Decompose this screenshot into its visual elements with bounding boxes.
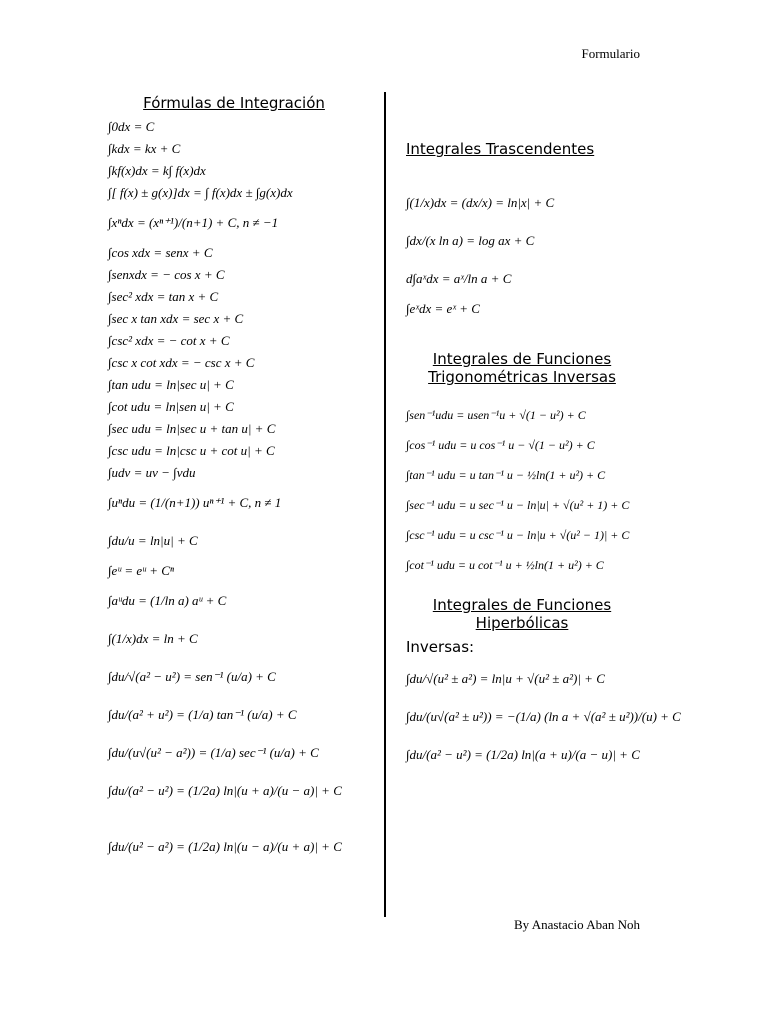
formula: ∫csc⁻¹ udu = u csc⁻¹ u − ln|u + √(u² − 1)| + C — [406, 528, 630, 542]
formula: ∫csc udu = ln|csc u + cot u| + C — [108, 443, 275, 458]
formula: ∫kdx = kx + C — [108, 141, 181, 156]
trig-inverse-section — [406, 350, 706, 580]
formula: ∫du/(a² − u²) = (1/2a) ln|(a + u)/(a − u)| + C — [406, 747, 640, 762]
formula: ∫sec x tan xdx = sec x + C — [108, 311, 244, 326]
formula: ∫sec udu = ln|sec u + tan u| + C — [108, 421, 276, 436]
formula: ∫cos xdx = senx + C — [108, 245, 213, 260]
formula: ∫du/(u√(a² ± u²)) = −(1/a) (ln a + √(a² ± u²))/(u) + C — [406, 709, 681, 724]
formula: ∫csc x cot xdx = − csc x + C — [108, 355, 255, 370]
formula: ∫kf(x)dx = k∫ f(x)dx — [108, 163, 206, 178]
trig-title-line2: Trigonométricas Inversas — [428, 368, 616, 386]
formula: ∫tan udu = ln|sec u| + C — [108, 377, 234, 392]
formula: ∫(1/x)dx = (dx/x) = ln|x| + C — [406, 195, 555, 210]
formula: ∫cot⁻¹ udu = u cot⁻¹ u + ½ln(1 + u²) + C — [406, 558, 604, 572]
formula: ∫udv = uv − ∫vdu — [108, 465, 196, 480]
formula: ∫du/√(u² ± a²) = ln|u + √(u² ± a²)| + C — [406, 671, 605, 686]
formula: ∫sec⁻¹ udu = u sec⁻¹ u − ln|u| + √(u² + 1) + C — [406, 498, 630, 512]
integration-formula-list — [108, 116, 378, 866]
formula: ∫eᵘ = eᵘ + Cⁿ — [108, 563, 175, 578]
hyperbolic-section — [406, 596, 706, 774]
formula: ∫du/u = ln|u| + C — [108, 533, 198, 548]
formula: ∫du/(a² + u²) = (1/a) tan⁻¹ (u/a) + C — [108, 707, 297, 722]
formula: ∫senxdx = − cos x + C — [108, 267, 225, 282]
hyp-title-line1: Integrales de Funciones — [432, 596, 612, 614]
formula: ∫uⁿdu = (1/(n+1)) uⁿ⁺¹ + C, n ≠ 1 — [108, 495, 282, 510]
formula: ∫tan⁻¹ udu = u tan⁻¹ u − ½ln(1 + u²) + C — [406, 468, 606, 482]
right-column — [406, 140, 706, 774]
formula: ∫0dx = C — [108, 119, 155, 134]
formula: d∫aˣdx = aˣ/ln a + C — [406, 271, 512, 286]
formula: ∫aᵘdu = (1/ln a) aᵘ + C — [108, 593, 227, 608]
formula: ∫du/(u√(u² − a²)) = (1/a) sec⁻¹ (u/a) + C — [108, 745, 319, 760]
formula: ∫du/(u² − a²) = (1/2a) ln|(u − a)/(u + a)| + C — [108, 839, 342, 854]
left-column — [108, 94, 378, 866]
inversas-label: Inversas: — [406, 638, 475, 656]
trig-title-line1: Integrales de Funciones — [432, 350, 612, 368]
hyp-title-line2: Hiperbólicas — [475, 614, 569, 632]
formula: ∫(1/x)dx = ln + C — [108, 631, 198, 646]
page-header: Formulario — [581, 46, 640, 61]
formula: ∫dx/(x ln a) = log ax + C — [406, 233, 535, 248]
formula: ∫cot udu = ln|sen u| + C — [108, 399, 234, 414]
integration-formulas-title: Fórmulas de Integración — [143, 94, 325, 112]
formula: ∫du/√(a² − u²) = sen⁻¹ (u/a) + C — [108, 669, 276, 684]
formula: ∫[ f(x) ± g(x)]dx = ∫ f(x)dx ± ∫g(x)dx — [108, 185, 293, 200]
formula: ∫sec² xdx = tan x + C — [108, 289, 219, 304]
hyperbolic-list — [406, 660, 706, 774]
trig-inverse-list — [406, 400, 706, 580]
formula: ∫xⁿdx = (xⁿ⁺¹)/(n+1) + C, n ≠ −1 — [108, 215, 279, 230]
column-divider — [384, 92, 386, 917]
trascendentes-list — [406, 184, 706, 320]
formula: ∫eˣdx = eˣ + C — [406, 301, 480, 316]
formula: ∫sen⁻¹udu = usen⁻¹u + √(1 − u²) + C — [406, 408, 586, 422]
author-credit: By Anastacio Aban Noh — [513, 917, 640, 932]
formula: ∫du/(a² − u²) = (1/2a) ln|(u + a)/(u − a)| + C — [108, 783, 342, 798]
trascendentes-title: Integrales Trascendentes — [406, 140, 595, 158]
formula: ∫cos⁻¹ udu = u cos⁻¹ u − √(1 − u²) + C — [406, 438, 595, 452]
formula: ∫csc² xdx = − cot x + C — [108, 333, 230, 348]
